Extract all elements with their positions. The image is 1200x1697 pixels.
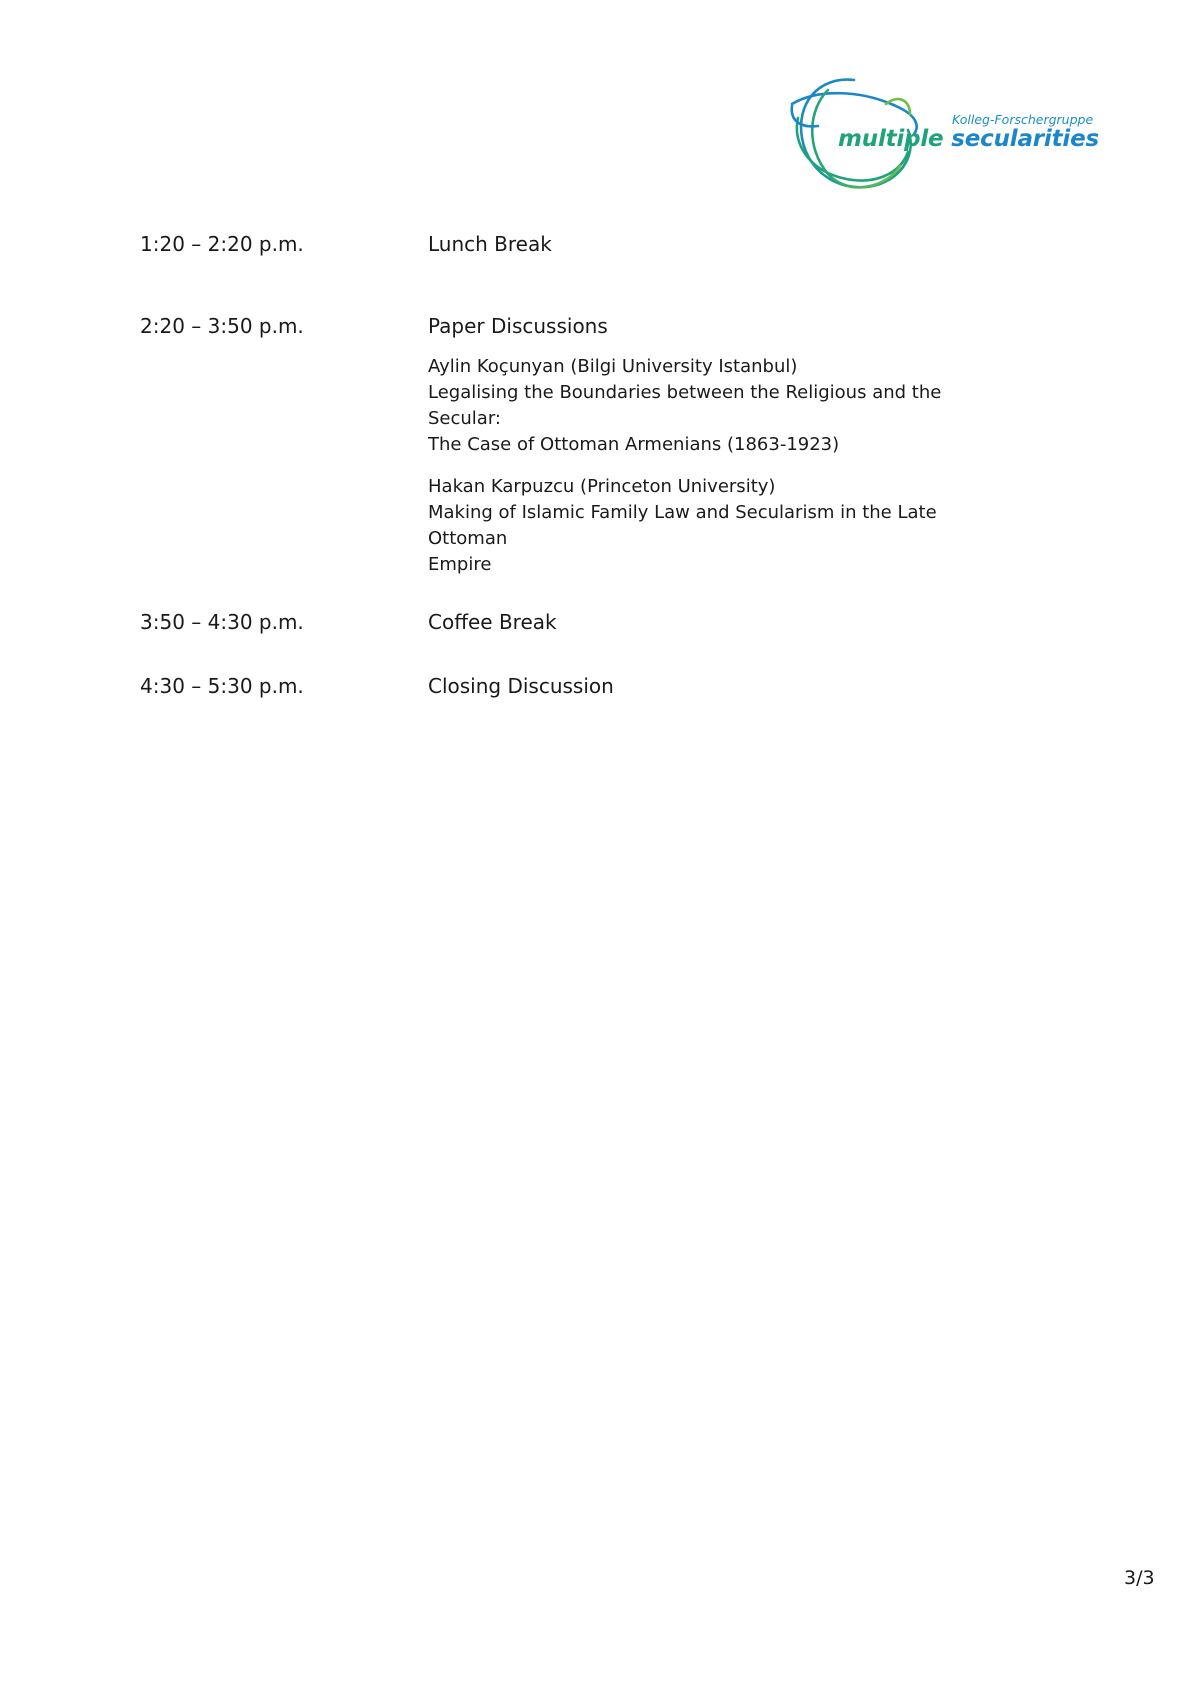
- paper-title-line: Empire: [428, 554, 492, 575]
- paper-speaker: Aylin Koçunyan (Bilgi University Istanbul): [428, 356, 798, 377]
- schedule: [140, 230, 1040, 700]
- paper-speaker: Hakan Karpuzcu (Princeton University): [428, 476, 776, 497]
- paper-entry: [428, 354, 1018, 458]
- schedule-row-coffee: [140, 608, 1040, 636]
- schedule-content: [428, 672, 1040, 700]
- paper-entry: [428, 474, 1018, 578]
- schedule-row-closing: [140, 672, 1040, 700]
- logo-title-word2: secularities: [951, 126, 1099, 152]
- paper-title-line: The Case of Ottoman Armenians (1863-1923): [428, 434, 840, 455]
- multiple-secularities-logo: [788, 74, 1098, 198]
- schedule-time: 4:30 – 5:30 p.m.: [140, 674, 304, 698]
- paper-title-line: Making of Islamic Family Law and Secularism in the Late Ottoman: [428, 502, 937, 549]
- schedule-row-lunch: [140, 230, 1040, 258]
- schedule-content: [428, 230, 1040, 258]
- paper-title-line: Legalising the Boundaries between the Religious and the Secular:: [428, 382, 942, 429]
- page-number: 3/3: [1124, 1567, 1155, 1589]
- schedule-title: Lunch Break: [428, 232, 552, 256]
- schedule-content: [428, 312, 1040, 578]
- schedule-title: Closing Discussion: [428, 674, 614, 698]
- schedule-time: 2:20 – 3:50 p.m.: [140, 314, 304, 338]
- logo-title: [838, 126, 1099, 152]
- schedule-time: 3:50 – 4:30 p.m.: [140, 610, 304, 634]
- schedule-row-paper-discussions: [140, 312, 1040, 578]
- logo-title-word1: multiple: [838, 126, 944, 152]
- schedule-title: Paper Discussions: [428, 314, 608, 338]
- schedule-title: Coffee Break: [428, 610, 557, 634]
- schedule-content: [428, 608, 1040, 636]
- logo-subtitle: Kolleg-Forschergruppe: [952, 112, 1094, 127]
- schedule-time: 1:20 – 2:20 p.m.: [140, 232, 304, 256]
